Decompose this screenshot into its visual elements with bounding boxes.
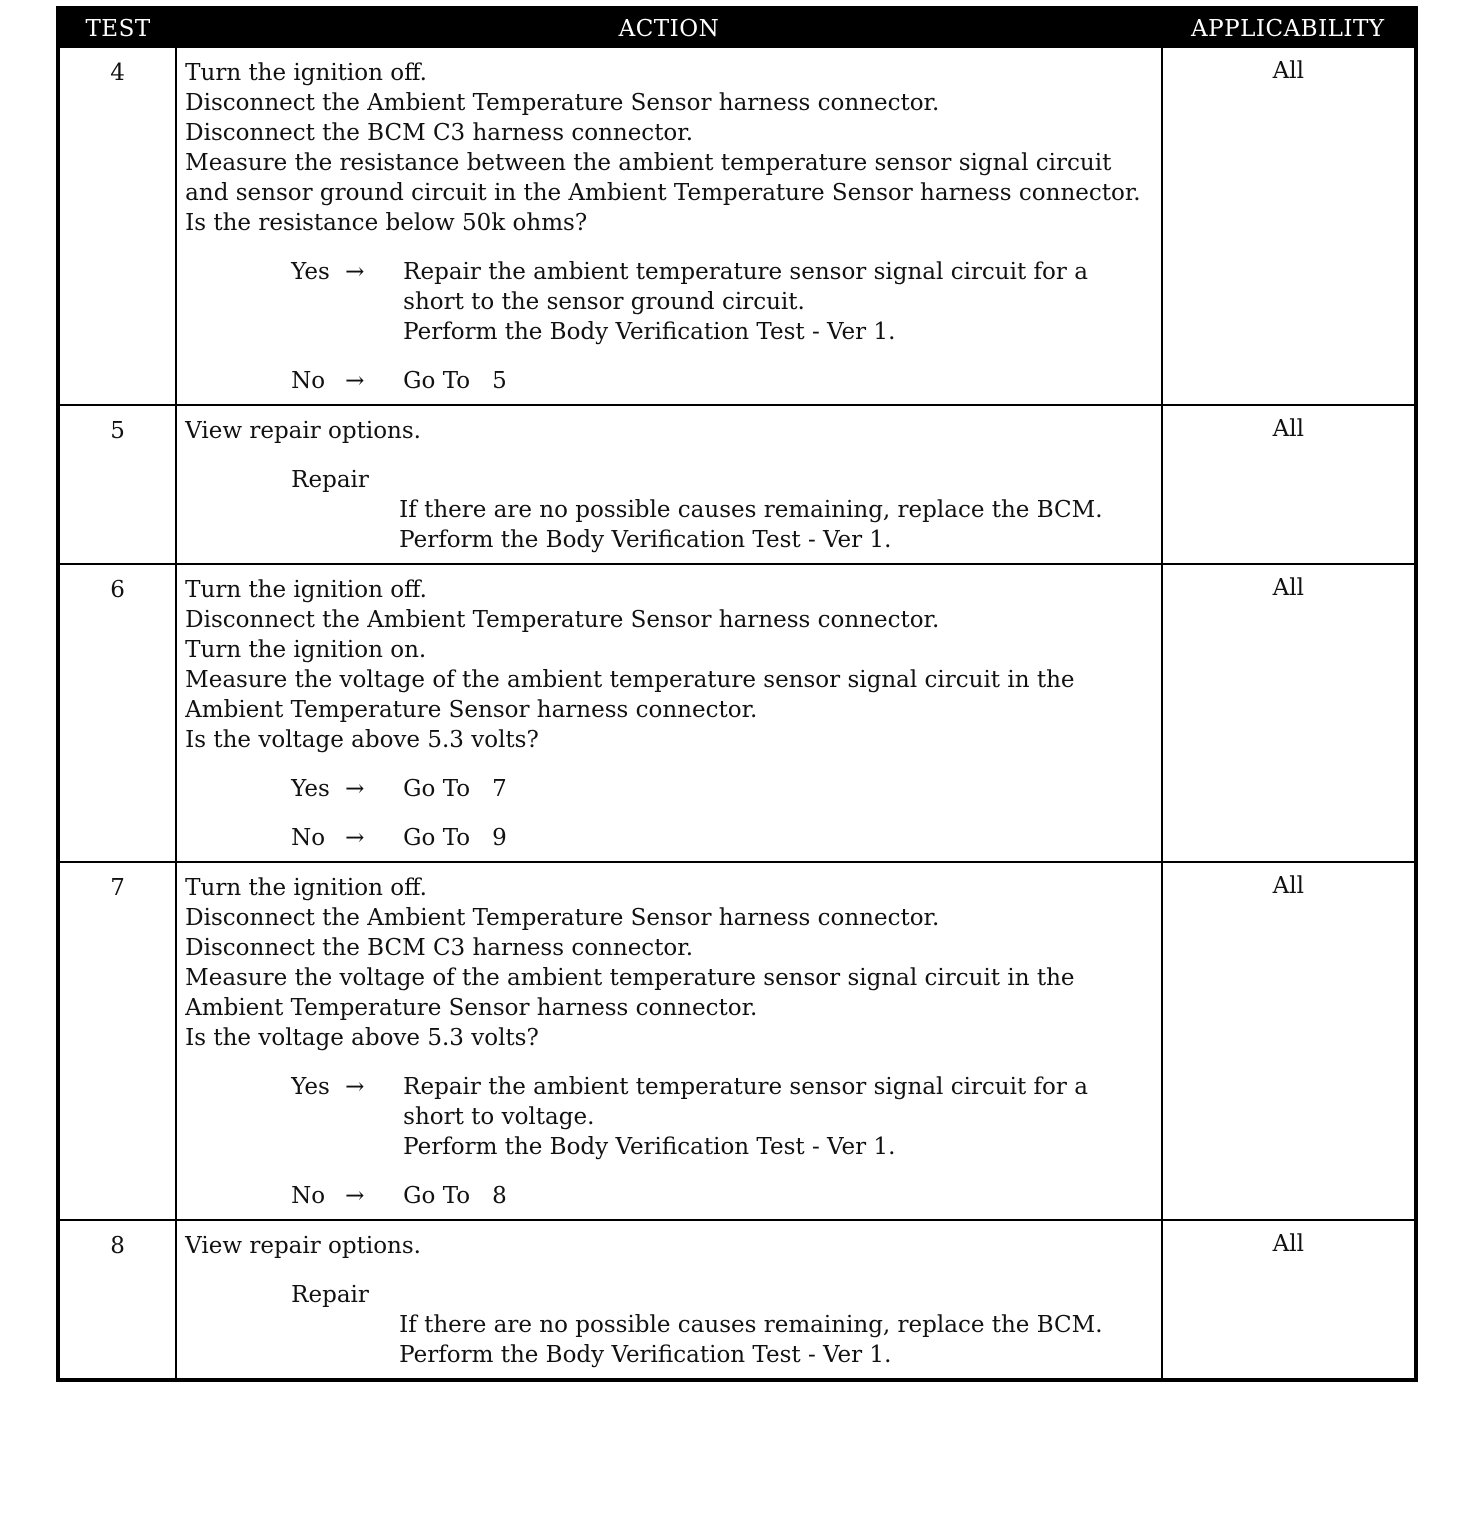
action-step: Turn the ignition off. — [185, 60, 427, 86]
test-number: 5 — [58, 405, 176, 564]
goto-link[interactable]: Go To — [403, 825, 471, 851]
action-question: Is the voltage above 5.3 volts? — [185, 727, 539, 753]
table-header-row — [58, 8, 1416, 48]
no-outcome — [185, 823, 1154, 853]
goto-link[interactable]: Go To — [403, 368, 471, 394]
arrow-right-icon: → — [345, 259, 365, 285]
applicability-value: All — [1162, 405, 1416, 564]
action-cell — [176, 862, 1161, 1220]
action-step: View repair options. — [185, 1233, 421, 1259]
repair-label: Repair — [291, 467, 369, 493]
goto-target[interactable]: 8 — [492, 1183, 507, 1209]
yes-outcome — [185, 1072, 1154, 1162]
goto-target[interactable]: 7 — [492, 776, 507, 802]
table-row — [58, 48, 1416, 405]
arrow-right-icon: → — [345, 1183, 365, 1209]
repair-line: Perform the Body Verification Test - Ver 1. — [399, 1342, 892, 1368]
yes-outcome — [185, 774, 1154, 804]
action-step: Turn the ignition off. — [185, 875, 427, 901]
header-test: TEST — [58, 8, 176, 48]
applicability-value: All — [1162, 564, 1416, 862]
yes-line: Repair the ambient temperature sensor signal circuit for a short to the sensor ground circuit. — [403, 259, 1088, 315]
no-label: No — [291, 1183, 326, 1209]
action-cell — [176, 564, 1161, 862]
header-applicability: APPLICABILITY — [1162, 8, 1416, 48]
yes-body — [403, 257, 1154, 347]
table-row — [58, 405, 1416, 564]
action-step: Measure the resistance between the ambient temperature sensor signal circuit and sensor ground circuit in the Ambient Temperature Sensor harness connector. — [185, 150, 1141, 206]
table-row — [58, 1220, 1416, 1380]
goto-target[interactable]: 5 — [492, 368, 507, 394]
test-number: 7 — [58, 862, 176, 1220]
yes-line: Perform the Body Verification Test - Ver 1. — [403, 319, 896, 345]
repair-line: If there are no possible causes remaining, replace the BCM. — [399, 497, 1103, 523]
action-cell — [176, 48, 1161, 405]
table-row — [58, 862, 1416, 1220]
repair-label: Repair — [291, 1282, 369, 1308]
action-cell — [176, 405, 1161, 564]
applicability-value: All — [1162, 48, 1416, 405]
arrow-right-icon: → — [345, 776, 365, 802]
applicability-value: All — [1162, 862, 1416, 1220]
yes-label: Yes — [291, 776, 330, 802]
action-question: Is the resistance below 50k ohms? — [185, 210, 588, 236]
applicability-value: All — [1162, 1220, 1416, 1380]
action-step: Disconnect the Ambient Temperature Sensor harness connector. — [185, 905, 940, 931]
repair-block — [185, 1280, 1154, 1370]
action-cell — [176, 1220, 1161, 1380]
action-step: Turn the ignition on. — [185, 637, 427, 663]
yes-line: Perform the Body Verification Test - Ver 1. — [403, 1134, 896, 1160]
arrow-right-icon: → — [345, 1074, 365, 1100]
arrow-right-icon: → — [345, 368, 365, 394]
test-number: 6 — [58, 564, 176, 862]
action-question: Is the voltage above 5.3 volts? — [185, 1025, 539, 1051]
action-step: Measure the voltage of the ambient temperature sensor signal circuit in the Ambient Temperature Sensor harness connector. — [185, 965, 1075, 1021]
test-number: 8 — [58, 1220, 176, 1380]
arrow-right-icon: → — [345, 825, 365, 851]
repair-lines — [291, 495, 1154, 555]
no-label: No — [291, 368, 326, 394]
repair-block — [185, 465, 1154, 555]
table-row — [58, 564, 1416, 862]
action-step: Disconnect the BCM C3 harness connector. — [185, 935, 694, 961]
no-body — [403, 366, 1154, 396]
goto-target[interactable]: 9 — [492, 825, 507, 851]
no-body — [403, 1181, 1154, 1211]
no-outcome — [185, 1181, 1154, 1211]
action-step: Disconnect the BCM C3 harness connector. — [185, 120, 694, 146]
action-step: View repair options. — [185, 418, 421, 444]
action-step: Turn the ignition off. — [185, 577, 427, 603]
yes-line: Repair the ambient temperature sensor signal circuit for a short to voltage. — [403, 1074, 1088, 1130]
yes-label: Yes — [291, 259, 330, 285]
yes-body — [403, 1072, 1154, 1162]
yes-body — [403, 774, 1154, 804]
no-outcome — [185, 366, 1154, 396]
repair-lines — [291, 1310, 1154, 1370]
repair-line: If there are no possible causes remaining, replace the BCM. — [399, 1312, 1103, 1338]
goto-link[interactable]: Go To — [403, 1183, 471, 1209]
yes-label: Yes — [291, 1074, 330, 1100]
test-number: 4 — [58, 48, 176, 405]
diagnostic-table — [56, 6, 1418, 1382]
yes-outcome — [185, 257, 1154, 347]
action-step: Disconnect the Ambient Temperature Sensor harness connector. — [185, 90, 940, 116]
action-step: Disconnect the Ambient Temperature Sensor harness connector. — [185, 607, 940, 633]
no-label: No — [291, 825, 326, 851]
no-body — [403, 823, 1154, 853]
action-step: Measure the voltage of the ambient temperature sensor signal circuit in the Ambient Temperature Sensor harness connector. — [185, 667, 1075, 723]
goto-link[interactable]: Go To — [403, 776, 471, 802]
header-action: ACTION — [176, 8, 1161, 48]
repair-line: Perform the Body Verification Test - Ver 1. — [399, 527, 892, 553]
